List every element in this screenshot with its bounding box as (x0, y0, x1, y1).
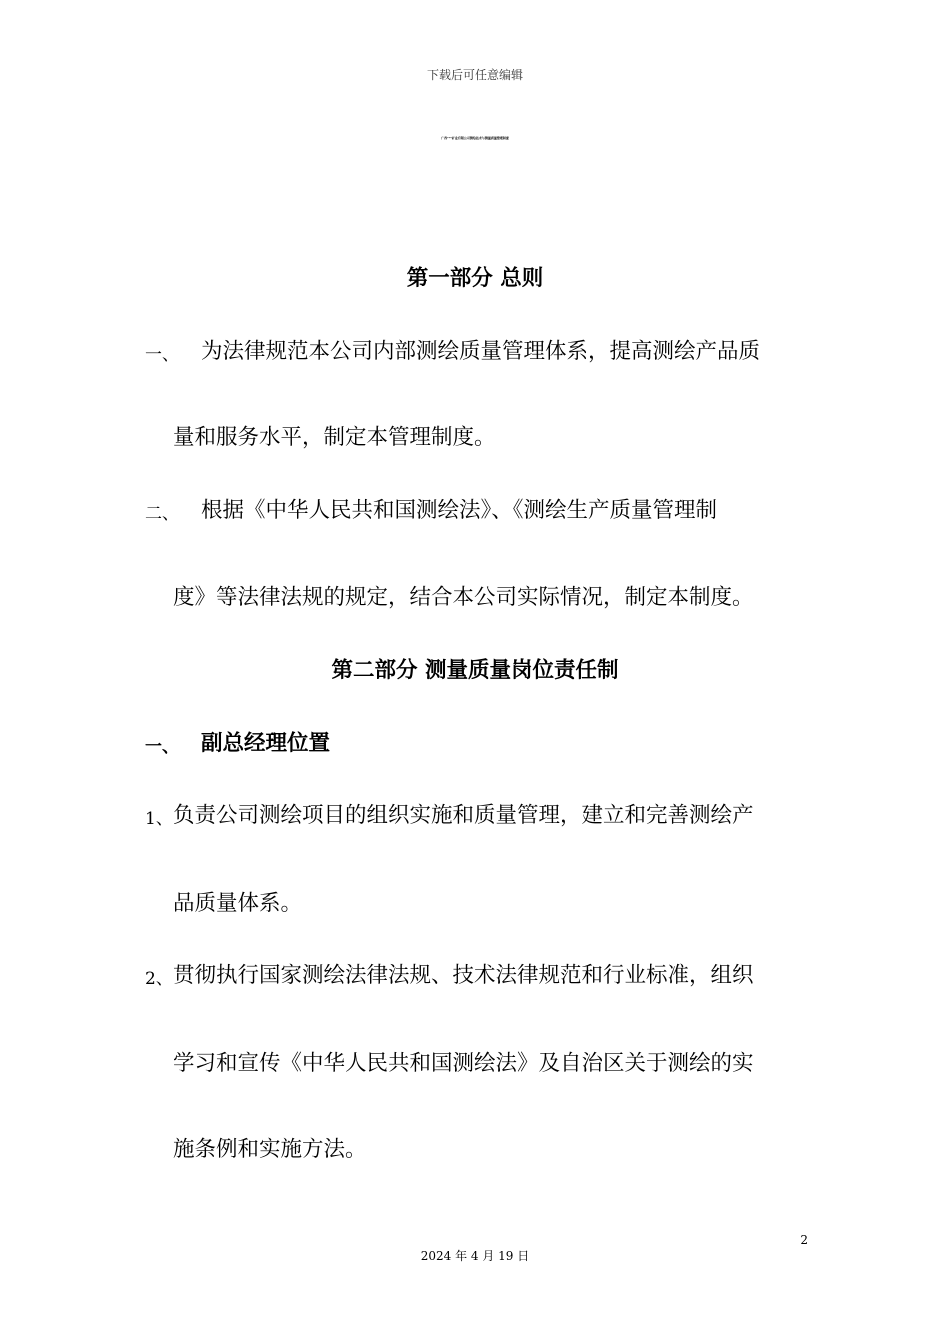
part2-item2-marker: 2、 (145, 969, 173, 989)
part1-item1-line1: 为法律规范本公司内部测绘质量管理体系，提高测绘产品质 (201, 339, 761, 364)
part2-subsection-marker: 一、 (145, 737, 179, 757)
footer-date: 2024 年 4 月 19 日 (420, 1249, 530, 1263)
part2-heading: 第二部分 测量质量岗位责任制 (331, 658, 619, 683)
part2-item1-marker: 1、 (145, 809, 173, 829)
part1-heading: 第一部分 总则 (406, 266, 544, 291)
part1-item2-marker: 二、 (145, 504, 179, 524)
header-note: 下载后可任意编辑 (426, 68, 523, 82)
part2-item2-line2: 学习和宣传《中华人民共和国测绘法》及自治区关于测绘的实 (173, 1051, 754, 1076)
part2-item1-line2: 品质量体系。 (173, 891, 303, 916)
document-title: 广西***矿业有限公司测绘技术与测量质量管理制度 (441, 136, 509, 140)
part1-item2-line1: 根据《中华人民共和国测绘法》、《测绘生产质量管理制 (201, 498, 718, 523)
part1-item1-line2: 量和服务水平，制定本管理制度。 (173, 425, 496, 450)
part2-item1-line1: 负责公司测绘项目的组织实施和质量管理，建立和完善测绘产 (173, 803, 754, 828)
page-number: 2 (800, 1233, 808, 1247)
part2-item2-line3: 施条例和实施方法。 (173, 1137, 367, 1162)
part2-item2-line1: 贯彻执行国家测绘法律法规、技术法律规范和行业标准，组织 (173, 963, 754, 988)
part2-subsection-title: 副总经理位置 (201, 731, 331, 756)
part1-item2-line2: 度》等法律法规的规定，结合本公司实际情况，制定本制度。 (173, 585, 754, 610)
part1-item1-marker: 一、 (145, 345, 179, 365)
